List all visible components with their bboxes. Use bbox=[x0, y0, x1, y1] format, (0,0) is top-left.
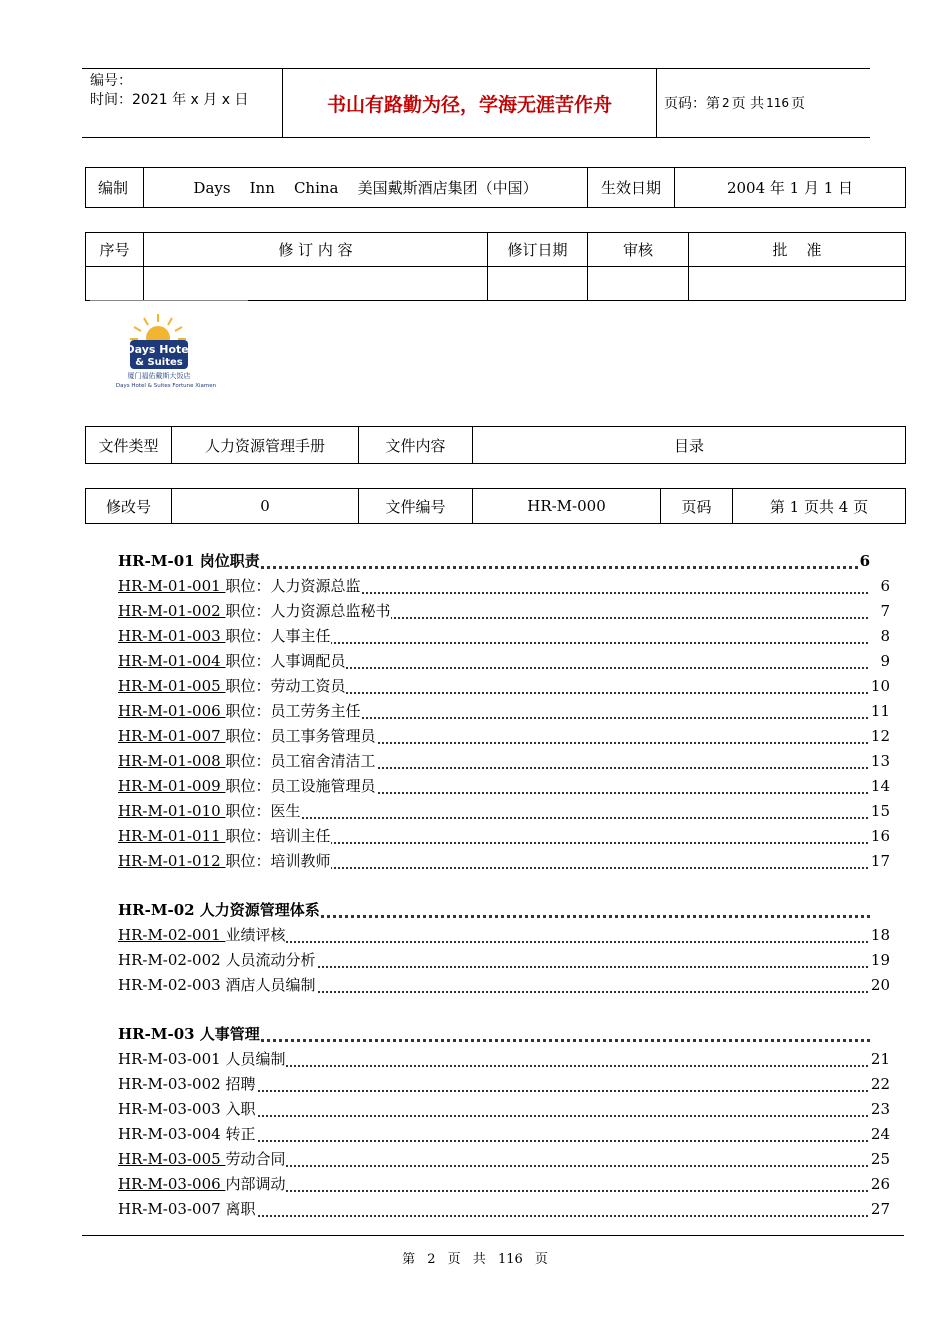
toc-entry-text bbox=[118, 602, 391, 620]
revision-cell bbox=[488, 267, 588, 301]
toc-page-number: 25 bbox=[870, 1150, 890, 1168]
toc-entry-text bbox=[118, 852, 331, 870]
doc-type-value: 人力资源管理手册 bbox=[172, 427, 359, 464]
toc-entry-title: 入职 bbox=[225, 1100, 256, 1118]
toc-entry-text bbox=[118, 1150, 286, 1168]
toc-entry bbox=[118, 1098, 890, 1123]
logo-cn: 厦门福佑戴斯大饭店 bbox=[127, 372, 191, 380]
header-page-total: 116 bbox=[766, 96, 789, 110]
revision-header-cell: 批 准 bbox=[689, 233, 906, 267]
toc-entry-title: 职位：医生 bbox=[225, 802, 301, 820]
toc-page-number: 13 bbox=[870, 752, 890, 770]
toc-entry-title: 职位：培训教师 bbox=[225, 852, 331, 870]
toc-entry-link[interactable]: HR-M-01-008 bbox=[118, 752, 226, 770]
toc-entry-title: 人员流动分析 bbox=[225, 951, 316, 969]
toc-entry-text bbox=[118, 976, 316, 994]
footer-divider bbox=[82, 1235, 904, 1236]
toc-entry-code: HR-M-02-003 bbox=[118, 976, 226, 994]
file-number-value: HR-M-000 bbox=[473, 489, 661, 524]
toc-entry[interactable] bbox=[118, 775, 890, 800]
mod-number-value: 0 bbox=[172, 489, 359, 524]
table-of-contents bbox=[118, 550, 890, 1223]
revision-header-cell: 审核 bbox=[588, 233, 689, 267]
toc-entry-text bbox=[118, 1050, 286, 1068]
toc-page-number: 16 bbox=[870, 827, 890, 845]
hotel-logo-graphic bbox=[100, 312, 240, 394]
toc-entry bbox=[118, 1198, 890, 1223]
toc-entry-code: HR-M-02-002 bbox=[118, 951, 226, 969]
toc-entry bbox=[118, 974, 890, 999]
toc-entry-link[interactable]: HR-M-01-007 bbox=[118, 727, 226, 745]
effective-date-label: 生效日期 bbox=[588, 168, 675, 208]
toc-entry-title: 人员编制 bbox=[225, 1050, 286, 1068]
logo-divider bbox=[90, 300, 248, 301]
toc-entry[interactable] bbox=[118, 924, 890, 949]
toc-section-heading bbox=[118, 1023, 890, 1048]
edit-value: Days Inn China 美国戴斯酒店集团（中国） bbox=[144, 168, 588, 208]
toc-page-number: 9 bbox=[880, 652, 890, 670]
doc-type-label: 文件类型 bbox=[86, 427, 172, 464]
toc-entry bbox=[118, 1123, 890, 1148]
toc-entry[interactable] bbox=[118, 600, 890, 625]
toc-entry-text bbox=[118, 1075, 256, 1093]
toc-entry-title: 职位：员工宿舍清洁工 bbox=[225, 752, 376, 770]
revision-empty-row bbox=[86, 267, 906, 301]
toc-entry-code: HR-M-03 bbox=[118, 1025, 200, 1043]
revision-header-cell: 修订日期 bbox=[488, 233, 588, 267]
logo-en: Days Hotel & Suites Fortune Xiamen bbox=[115, 383, 217, 389]
toc-entry-title: 职位：人力资源总监秘书 bbox=[225, 602, 391, 620]
toc-entry-code: HR-M-03-007 bbox=[118, 1200, 226, 1218]
toc-entry-title: 酒店人员编制 bbox=[225, 976, 316, 994]
toc-page-number: 18 bbox=[870, 926, 890, 944]
toc-entry[interactable] bbox=[118, 575, 890, 600]
toc-entry-title: 职位：人事主任 bbox=[225, 627, 331, 645]
header-page-mid: 页 共 bbox=[731, 96, 765, 112]
toc-entry-text bbox=[118, 1200, 256, 1218]
toc-entry-title: 离职 bbox=[225, 1200, 256, 1218]
toc-entry[interactable] bbox=[118, 1148, 890, 1173]
toc-entry[interactable] bbox=[118, 700, 890, 725]
toc-entry-text bbox=[118, 627, 331, 645]
toc-page-number: 14 bbox=[870, 777, 890, 795]
toc-entry-code: HR-M-03-002 bbox=[118, 1075, 226, 1093]
toc-entry[interactable] bbox=[118, 1173, 890, 1198]
toc-entry-title: 人事管理 bbox=[199, 1025, 260, 1043]
toc-entry-text bbox=[118, 677, 346, 695]
toc-entry-title: 内部调动 bbox=[225, 1175, 286, 1193]
toc-entry-title: 职位：员工设施管理员 bbox=[225, 777, 376, 795]
toc-entry[interactable] bbox=[118, 800, 890, 825]
hotel-logo bbox=[100, 312, 240, 394]
toc-entry-link[interactable]: HR-M-01-006 bbox=[118, 702, 226, 720]
header-time-label: 时间：2021 年 x 月 x 日 bbox=[90, 92, 249, 108]
footer-suffix: 页 bbox=[534, 1252, 548, 1267]
toc-entry-title: 职位：员工事务管理员 bbox=[225, 727, 376, 745]
revision-header-cell: 序号 bbox=[86, 233, 144, 267]
toc-entry[interactable] bbox=[118, 825, 890, 850]
revision-cell bbox=[144, 267, 488, 301]
revision-header-row bbox=[86, 233, 906, 267]
toc-page-number: 10 bbox=[870, 677, 890, 695]
footer-prefix: 第 bbox=[402, 1252, 416, 1267]
toc-entry-title: 业绩评核 bbox=[225, 926, 286, 944]
revision-table bbox=[85, 232, 906, 301]
mod-number-label: 修改号 bbox=[86, 489, 172, 524]
edit-info-table bbox=[85, 167, 906, 208]
footer-page-num: 2 bbox=[427, 1252, 436, 1267]
toc-section-heading bbox=[118, 899, 890, 924]
toc-entry-text bbox=[118, 577, 361, 595]
toc-entry-title: 转正 bbox=[225, 1125, 256, 1143]
toc-entry-link[interactable]: HR-M-01-010 bbox=[118, 802, 226, 820]
toc-entry-text bbox=[118, 552, 261, 570]
toc-entry-title: 职位：劳动工资员 bbox=[225, 677, 346, 695]
toc-entry-title: 劳动合同 bbox=[225, 1150, 286, 1168]
toc-entry-link[interactable]: HR-M-01-004 bbox=[118, 652, 226, 670]
page-header bbox=[82, 68, 870, 138]
toc-page-number: 20 bbox=[870, 976, 890, 994]
toc-entry-code: HR-M-03-003 bbox=[118, 1100, 226, 1118]
toc-entry-code: HR-M-03-004 bbox=[118, 1125, 226, 1143]
toc-entry[interactable] bbox=[118, 750, 890, 775]
file-number-label: 文件编号 bbox=[359, 489, 473, 524]
revision-header-cell: 修 订 内 容 bbox=[144, 233, 488, 267]
toc-entry-title: 职位：人力资源总监 bbox=[225, 577, 361, 595]
toc-entry-text bbox=[118, 1175, 286, 1193]
toc-page-number: 15 bbox=[870, 802, 890, 820]
toc-entry-link[interactable]: HR-M-01-003 bbox=[118, 627, 226, 645]
doc-type-table bbox=[85, 426, 906, 464]
doc-content-value: 目录 bbox=[473, 427, 906, 464]
toc-page-number: 8 bbox=[880, 627, 890, 645]
toc-entry-text bbox=[118, 951, 316, 969]
toc-entry-link[interactable]: HR-M-01-009 bbox=[118, 777, 226, 795]
toc-entry-text bbox=[118, 777, 376, 795]
toc-entry[interactable] bbox=[118, 850, 890, 875]
page-label: 页码 bbox=[661, 489, 733, 524]
toc-page-number: 19 bbox=[870, 951, 890, 969]
toc-entry bbox=[118, 949, 890, 974]
doc-content-label: 文件内容 bbox=[359, 427, 473, 464]
footer-total: 116 bbox=[497, 1252, 523, 1267]
toc-entry bbox=[118, 1073, 890, 1098]
toc-page-number: 17 bbox=[870, 852, 890, 870]
header-page-num: 2 bbox=[722, 96, 730, 110]
logo-line2: & Suites bbox=[135, 357, 183, 368]
toc-page-number: 22 bbox=[870, 1075, 890, 1093]
toc-entry-link[interactable]: HR-M-03-006 bbox=[118, 1175, 226, 1193]
modification-table bbox=[85, 488, 906, 524]
revision-cell bbox=[689, 267, 906, 301]
toc-entry-title: 招聘 bbox=[225, 1075, 256, 1093]
toc-entry-text bbox=[118, 752, 376, 770]
toc-entry-code: HR-M-01 bbox=[118, 552, 200, 570]
toc-page-number: 11 bbox=[870, 702, 890, 720]
toc-entry[interactable] bbox=[118, 625, 890, 650]
edit-label: 编制 bbox=[86, 168, 144, 208]
effective-date-value: 2004 年 1 月 1 日 bbox=[675, 168, 906, 208]
toc-entry-title: 职位：人事调配员 bbox=[225, 652, 346, 670]
toc-page-number: 7 bbox=[880, 602, 890, 620]
toc-entry-title: 人力资源管理体系 bbox=[199, 901, 320, 919]
toc-entry-link[interactable]: HR-M-01-012 bbox=[118, 852, 226, 870]
toc-entry-link[interactable]: HR-M-01-011 bbox=[118, 827, 226, 845]
toc-entry-text bbox=[118, 802, 301, 820]
logo-line1: Days Hotel bbox=[125, 343, 193, 356]
revision-cell bbox=[86, 267, 144, 301]
toc-entry-link[interactable]: HR-M-01-002 bbox=[118, 602, 226, 620]
toc-entry-text bbox=[118, 702, 361, 720]
toc-page-number: 21 bbox=[870, 1050, 890, 1068]
page-value: 第 1 页共 4 页 bbox=[733, 489, 906, 524]
toc-page-number: 26 bbox=[870, 1175, 890, 1193]
toc-entry-link[interactable]: HR-M-02-001 bbox=[118, 926, 226, 944]
toc-section-heading bbox=[118, 550, 890, 575]
toc-entry-link[interactable]: HR-M-01-005 bbox=[118, 677, 226, 695]
toc-page-number: 27 bbox=[870, 1200, 890, 1218]
toc-entry[interactable] bbox=[118, 725, 890, 750]
toc-page-number: 6 bbox=[859, 552, 870, 570]
toc-page-number: 23 bbox=[870, 1100, 890, 1118]
toc-entry bbox=[118, 1048, 890, 1073]
toc-entry-text bbox=[118, 1100, 256, 1118]
toc-entry-title: 职位：员工劳务主任 bbox=[225, 702, 361, 720]
toc-entry-link[interactable]: HR-M-01-001 bbox=[118, 577, 226, 595]
toc-entry[interactable] bbox=[118, 650, 890, 675]
footer-mid2: 共 bbox=[472, 1252, 486, 1267]
toc-entry-text bbox=[118, 727, 376, 745]
toc-entry-code: HR-M-02 bbox=[118, 901, 200, 919]
toc-entry-text bbox=[118, 1025, 261, 1043]
toc-entry-text bbox=[118, 652, 346, 670]
toc-entry-title: 岗位职责 bbox=[199, 552, 260, 570]
toc-page-number: 12 bbox=[870, 727, 890, 745]
page-footer bbox=[0, 1248, 950, 1267]
header-page-prefix: 页码：第 bbox=[664, 96, 720, 112]
header-number-label: 编号： bbox=[90, 73, 132, 89]
revision-cell bbox=[588, 267, 689, 301]
toc-entry-text bbox=[118, 827, 331, 845]
toc-entry-text bbox=[118, 926, 286, 944]
toc-entry-link[interactable]: HR-M-03-005 bbox=[118, 1150, 226, 1168]
header-page-suffix: 页 bbox=[791, 96, 805, 112]
toc-entry-title: 职位：培训主任 bbox=[225, 827, 331, 845]
header-page-info bbox=[656, 69, 870, 137]
toc-entry-code: HR-M-03-001 bbox=[118, 1050, 226, 1068]
footer-mid1: 页 bbox=[447, 1252, 461, 1267]
header-meta bbox=[82, 69, 282, 137]
header-motto: 书山有路勤为径，学海无涯苦作舟 bbox=[282, 69, 657, 137]
toc-page-number: 24 bbox=[870, 1125, 890, 1143]
toc-page-number: 6 bbox=[880, 577, 890, 595]
toc-entry[interactable] bbox=[118, 675, 890, 700]
toc-entry-text bbox=[118, 901, 321, 919]
toc-entry-text bbox=[118, 1125, 256, 1143]
